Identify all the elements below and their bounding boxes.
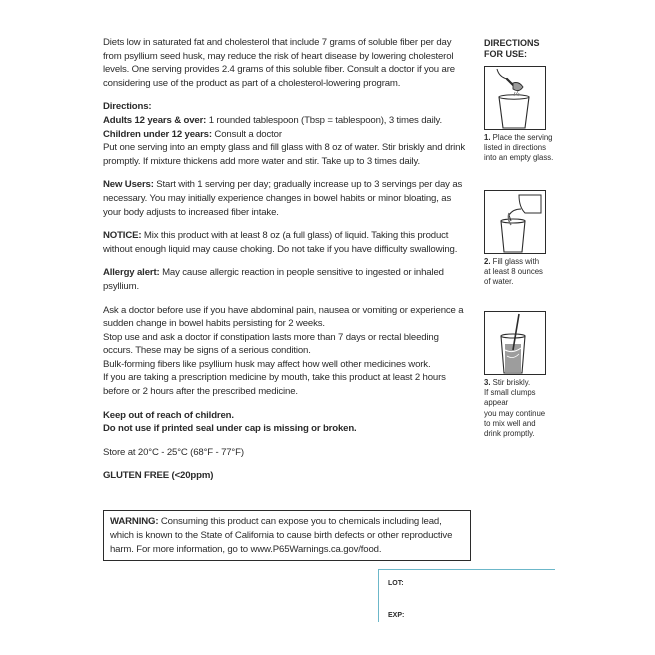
warning-medicine-interaction: Bulk-forming fibers like psyllium husk may affect how well other medicines work. [103,358,431,370]
notice-text: Mix this product with at least 8 oz (a full glass) of liquid. Taking this product without enough liquid may cause choking. Do not take if you have difficulty swallowing. [103,230,458,255]
step3-line3: you may continue [484,408,546,418]
notice-label: NOTICE: [103,230,142,242]
stir-glass-icon [485,312,545,374]
children-dose [103,128,471,142]
step2-line3: of water. [484,277,514,287]
step1-number: 1. [484,133,491,142]
step3-line5: drink promptly. [484,429,535,439]
fiber-claim: Diets low in saturated fat and cholesterol that include 7 grams of soluble fiber per day from psyllium seed husk, may reduce the risk of heart disease by lowering cholesterol levels. One serving provides 2.4 grams of this soluble fiber. Consult a doctor if you are considering use of the product as part of a cholesterol-lowering program. [103,37,455,89]
step2-line1: Fill glass with [490,257,540,266]
step3-line4: to mix well and [484,418,536,428]
exp-label: EXP: [388,612,405,619]
warning-ask-doctor: Ask a doctor before use if you have abdominal pain, nausea or vomiting or experience a sudden change in bowel habits persisting for 2 weeks. [103,304,464,330]
step2-number: 2. [484,257,491,266]
step3-line1: Stir briskly. [490,378,531,387]
step3-number: 3. [484,378,491,387]
children-text: Consult a doctor [211,128,282,140]
directions-heading: Directions: [103,101,152,113]
keep-out-of-reach: Keep out of reach of children. [103,409,234,421]
new-users-label: New Users: [103,179,154,191]
directions-for-use-title [484,38,564,60]
step1-illustration [484,66,546,130]
seal-warning: Do not use if printed seal under cap is missing or broken. [103,423,357,435]
spoon-glass-icon [485,67,545,129]
step2-caption [484,257,554,288]
lot-label: LOT: [388,580,404,587]
mixing-instructions: Put one serving into an empty glass and fill glass with 8 oz of water. Stir briskly and drink promptly. If mixture thickens add more water and stir. Take up to 3 times daily. [103,142,465,167]
adults-label: Adults 12 years & over: [103,114,207,126]
notice [103,229,471,256]
directions-title-line2: FOR USE: [484,49,528,59]
allergy-text: May cause allergic reaction in people sensitive to ingested or inhaled psyllium. [103,267,444,292]
allergy-label: Allergy alert: [103,267,160,279]
step3-line2: If small clumps appear [484,388,536,408]
gluten-free: GLUTEN FREE (<20ppm) [103,470,214,482]
step1-caption [484,133,554,164]
storage-info: Store at 20°C - 25°C (68°F - 77°F) [103,446,244,458]
directions-title-line1: DIRECTIONS [484,38,540,48]
warning-prescription: If you are taking a prescription medicine by mouth, take this product at least 2 hours before or 2 hours after the prescribed medicine. [103,372,446,398]
new-users-text: Start with 1 serving per day; gradually increase up to 3 servings per day as necessary. You may initially experience changes in bowel habits or minor bloating, as your body adjusts to increased fiber intake. [103,179,463,218]
prop65-text: Consuming this product can expose you to chemicals including lead, which is known to the State of California to cause birth defects or other reproductive harm. For more information, go to www.P65Warnings.ca.gov/food. [110,516,453,555]
step1-line1: Place the serving [490,133,553,142]
allergy-alert [103,266,471,293]
warning-stop-use: Stop use and ask a doctor if constipation lasts more than 7 days or rectal bleeding occurs. These may be signs of a serious condition. [103,331,439,357]
step1-line2: listed in directions [484,143,546,153]
prop65-label: WARNING: [110,516,159,527]
pour-water-icon [485,191,545,253]
new-users [103,178,471,219]
adults-dose [103,114,471,128]
label-main-text [103,36,471,483]
step1-line3: into an empty glass. [484,153,554,163]
prop65-warning-box [103,510,471,561]
adults-text: 1 rounded tablespoon (Tbsp = tablespoon), 3 times daily. [206,114,442,126]
step3-illustration [484,311,546,375]
step2-illustration [484,190,546,254]
step3-caption [484,378,554,439]
step2-line2: at least 8 ounces [484,267,543,277]
children-label: Children under 12 years: [103,128,212,140]
lot-exp-area [378,569,555,622]
